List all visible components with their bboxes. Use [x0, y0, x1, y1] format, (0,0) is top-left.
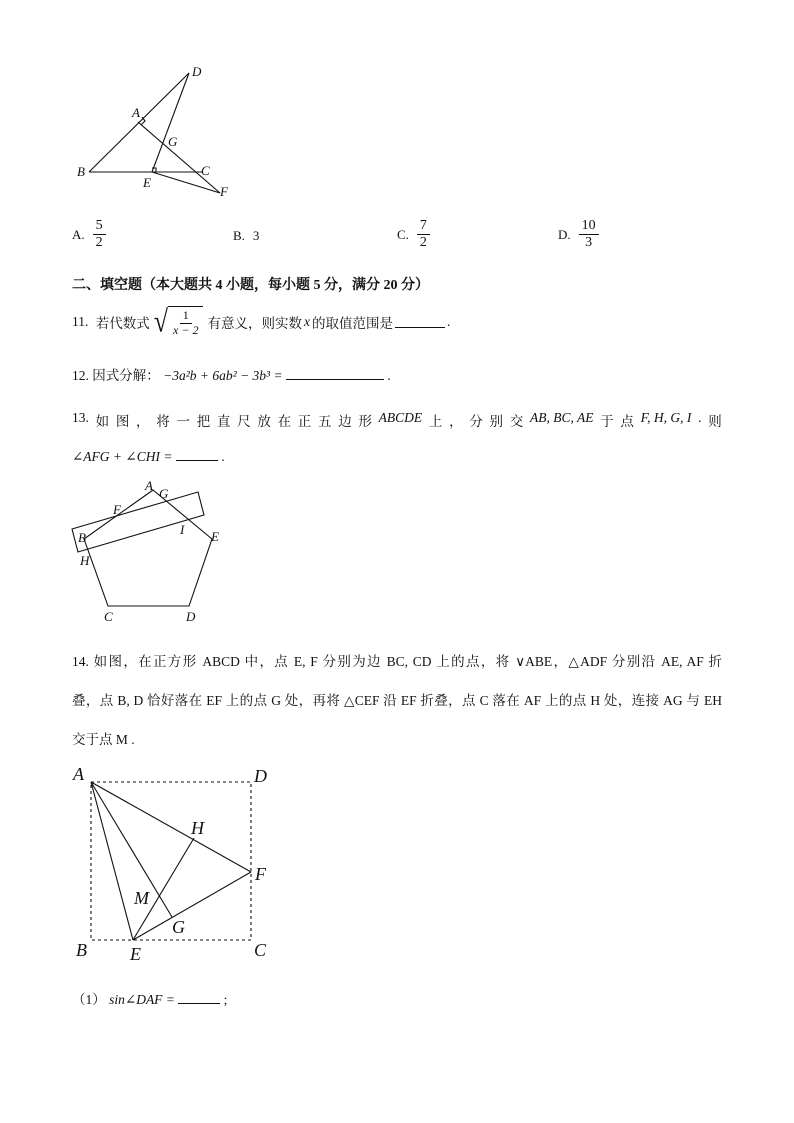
- q13-text: 正: [297, 414, 312, 429]
- q13-text: 直: [216, 414, 231, 429]
- option-a-den: 2: [95, 235, 103, 251]
- label-C: C: [201, 163, 210, 178]
- label-F: F: [113, 502, 121, 517]
- option-a-key: A.: [72, 226, 85, 242]
- question-14-line3: 交于点 M .: [72, 732, 135, 747]
- q13-end: .: [221, 449, 225, 464]
- question-12: [72, 364, 391, 384]
- q11-answer-blank[interactable]: [395, 315, 445, 328]
- q13-text: ，: [449, 414, 463, 429]
- q11-frac-num: 1: [180, 309, 192, 324]
- q13-text: 于: [600, 414, 614, 429]
- option-c-den: 2: [419, 235, 427, 251]
- label-A: A: [73, 764, 84, 784]
- q13-text: 上: [428, 414, 443, 429]
- question-14-line2: 叠，点 B, D 恰好落在 EF 上的点 G 处，再将 △CEF 沿 EF 折叠，点 C 落在 AF 上的点 H 处，连接 AG 与 EH: [72, 693, 722, 708]
- q13-text: 分: [469, 414, 483, 429]
- label-C: C: [254, 940, 267, 960]
- q13-math: AB, BC, AE: [529, 410, 594, 425]
- label-B: B: [77, 164, 85, 179]
- q11-var: x: [303, 313, 310, 329]
- label-M: M: [134, 888, 149, 908]
- q13-text: 图: [115, 414, 130, 429]
- q13-text: ，: [136, 414, 150, 429]
- q11-pre: 若代数式: [95, 315, 150, 331]
- q13-text: 尺: [237, 414, 251, 429]
- label-D: D: [254, 766, 267, 786]
- figure-triangle: [70, 60, 250, 210]
- q13-text: .: [698, 410, 702, 425]
- label-A: A: [132, 105, 140, 120]
- label-G: G: [159, 486, 169, 501]
- label-H: H: [80, 553, 90, 568]
- q13-text: 把: [196, 414, 211, 429]
- figure-pentagon: [64, 476, 234, 626]
- option-c-fraction: [417, 218, 430, 251]
- q13-text: 将: [156, 414, 170, 429]
- option-c[interactable]: [397, 218, 430, 251]
- option-d-key: D.: [558, 226, 571, 242]
- q13-number: 13.: [72, 410, 89, 425]
- q12-number: 12.: [72, 368, 89, 383]
- label-H: H: [191, 818, 204, 838]
- figure-square: [70, 762, 280, 968]
- q14-1-answer-blank[interactable]: [178, 991, 220, 1004]
- option-d-num: 10: [579, 218, 599, 235]
- q11-post1: 有意义，则实数: [207, 315, 302, 331]
- q13-text: 交: [509, 414, 524, 429]
- q13-text: 形: [358, 414, 372, 429]
- q13-answer-blank[interactable]: [176, 448, 218, 461]
- question-14-line1: 14. 如图，在正方形 ABCD 中，点 E, F 分别为边 BC, CD 上的点，将 ∨ABE，△ADF 分别沿 AE, AF 折: [72, 654, 722, 669]
- q13-text: 在: [277, 414, 292, 429]
- label-I: I: [180, 522, 185, 537]
- radical-icon: √: [153, 303, 169, 339]
- q13-math: ABCDE: [378, 410, 423, 425]
- question-14-part1: [72, 988, 227, 1008]
- q11-number: 11.: [72, 313, 89, 329]
- question-13-line2: [72, 448, 225, 465]
- q13-text: 则: [708, 414, 722, 429]
- option-a-fraction: [93, 218, 106, 251]
- option-a-num: 5: [93, 218, 106, 235]
- label-G: G: [172, 917, 185, 937]
- label-E: E: [130, 944, 141, 964]
- label-E: E: [211, 529, 219, 544]
- option-b-value: 3: [252, 228, 260, 243]
- section-title: 二、填空题（本大题共 4 小题，每小题 5 分，满分 20 分）: [72, 278, 429, 293]
- q14-1-end: ;: [223, 992, 228, 1007]
- label-B: B: [78, 530, 86, 545]
- label-A: A: [145, 478, 153, 493]
- label-G: G: [168, 134, 178, 149]
- question-13-line1: [72, 410, 722, 430]
- q13-expression: ∠AFG + ∠CHI =: [72, 449, 173, 464]
- q13-text: 放: [257, 414, 271, 429]
- q12-end: .: [387, 368, 391, 383]
- q13-text: 如: [95, 414, 110, 429]
- q13-text: 边: [338, 414, 352, 429]
- label-B: B: [76, 940, 87, 960]
- q11-fraction: [170, 309, 201, 338]
- option-b[interactable]: [233, 228, 259, 244]
- label-D: D: [186, 609, 196, 624]
- label-C: C: [104, 609, 113, 624]
- q11-end: .: [446, 313, 451, 329]
- q13-text: 一: [176, 414, 190, 429]
- label-E: E: [143, 175, 151, 190]
- q11-post2: 的取值范围是: [311, 315, 393, 331]
- label-F: F: [255, 864, 266, 884]
- q12-expression: −3a²b + 6ab² − 3b³ =: [163, 368, 283, 383]
- q13-math: F, H, G, I: [640, 410, 692, 425]
- question-11: [72, 303, 451, 339]
- option-d-den: 3: [585, 235, 593, 251]
- label-F: F: [220, 184, 228, 199]
- q14-1-expression: sin∠DAF =: [109, 992, 175, 1007]
- option-d[interactable]: [558, 218, 599, 251]
- option-d-fraction: [579, 218, 599, 251]
- q13-text: 别: [489, 414, 504, 429]
- q13-text: 五: [318, 414, 332, 429]
- q11-sqrt: [153, 303, 204, 339]
- q14-1-number: （1）: [72, 992, 106, 1007]
- label-D: D: [192, 64, 202, 79]
- option-a[interactable]: [72, 218, 106, 251]
- q11-frac-den: x − 2: [173, 322, 199, 337]
- option-b-key: B.: [233, 228, 245, 243]
- q12-pre: 因式分解：: [92, 368, 160, 383]
- q12-answer-blank[interactable]: [286, 367, 384, 380]
- option-c-num: 7: [417, 218, 430, 235]
- option-c-key: C.: [397, 226, 409, 242]
- q13-text: 点: [620, 414, 634, 429]
